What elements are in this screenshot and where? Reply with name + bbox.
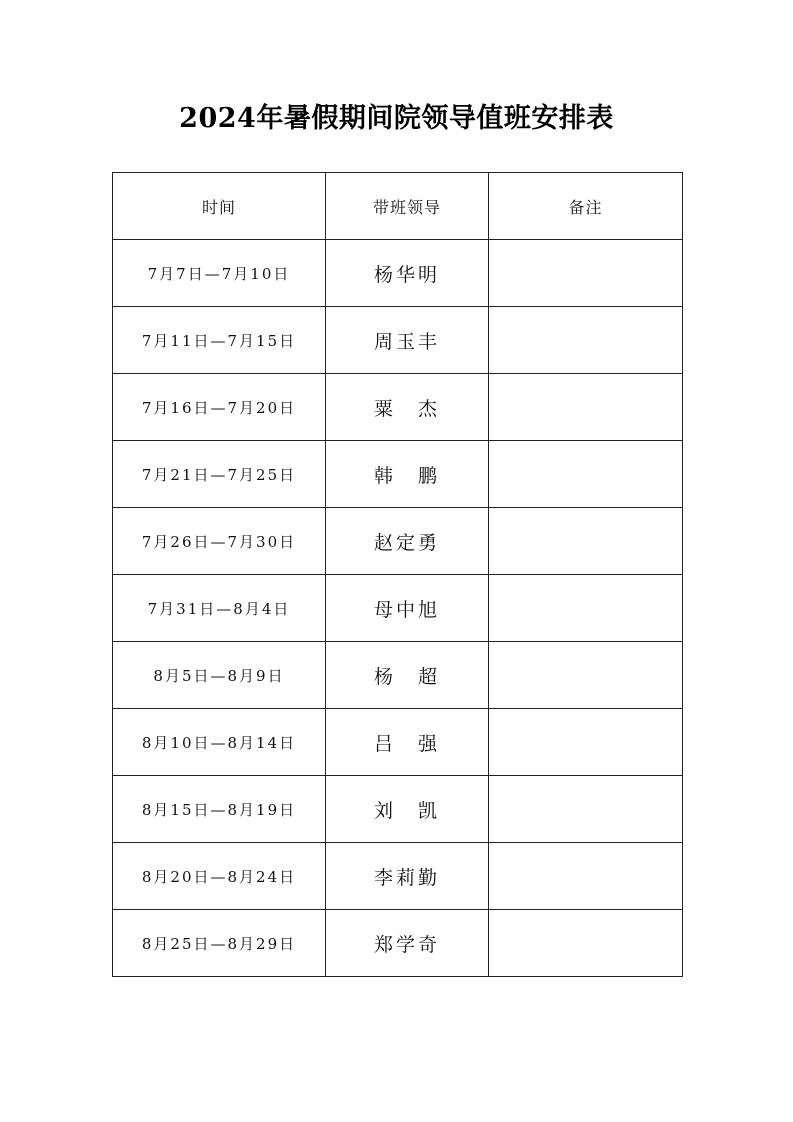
leader-cell: 粟 杰 bbox=[326, 374, 489, 441]
leader-cell: 李莉勤 bbox=[326, 843, 489, 910]
note-cell bbox=[489, 441, 683, 508]
table-row bbox=[113, 910, 683, 977]
time-cell: 7月16日—7月20日 bbox=[113, 374, 326, 441]
table-header-row bbox=[113, 173, 683, 240]
time-cell: 8月25日—8月29日 bbox=[113, 910, 326, 977]
note-cell bbox=[489, 240, 683, 307]
leader-cell: 韩 鹏 bbox=[326, 441, 489, 508]
leader-cell: 郑学奇 bbox=[326, 910, 489, 977]
time-cell: 8月10日—8月14日 bbox=[113, 709, 326, 776]
leader-cell: 周玉丰 bbox=[326, 307, 489, 374]
note-cell bbox=[489, 776, 683, 843]
leader-cell: 母中旭 bbox=[326, 575, 489, 642]
header-note: 备注 bbox=[489, 173, 683, 240]
table-row bbox=[113, 374, 683, 441]
time-cell: 7月21日—7月25日 bbox=[113, 441, 326, 508]
note-cell bbox=[489, 843, 683, 910]
leader-cell: 赵定勇 bbox=[326, 508, 489, 575]
leader-cell: 吕 强 bbox=[326, 709, 489, 776]
table-row bbox=[113, 575, 683, 642]
leader-cell: 杨 超 bbox=[326, 642, 489, 709]
table-row bbox=[113, 776, 683, 843]
time-cell: 7月7日—7月10日 bbox=[113, 240, 326, 307]
note-cell bbox=[489, 575, 683, 642]
table-row bbox=[113, 307, 683, 374]
table-row bbox=[113, 843, 683, 910]
table-row bbox=[113, 240, 683, 307]
leader-cell: 杨华明 bbox=[326, 240, 489, 307]
time-cell: 7月11日—7月15日 bbox=[113, 307, 326, 374]
header-time: 时间 bbox=[113, 173, 326, 240]
time-cell: 8月20日—8月24日 bbox=[113, 843, 326, 910]
note-cell bbox=[489, 910, 683, 977]
time-cell: 8月15日—8月19日 bbox=[113, 776, 326, 843]
note-cell bbox=[489, 374, 683, 441]
duty-schedule-table bbox=[112, 172, 683, 977]
leader-cell: 刘 凯 bbox=[326, 776, 489, 843]
note-cell bbox=[489, 307, 683, 374]
table-row bbox=[113, 642, 683, 709]
time-cell: 7月26日—7月30日 bbox=[113, 508, 326, 575]
note-cell bbox=[489, 508, 683, 575]
note-cell bbox=[489, 642, 683, 709]
time-cell: 7月31日—8月4日 bbox=[113, 575, 326, 642]
table-row bbox=[113, 441, 683, 508]
table-row bbox=[113, 709, 683, 776]
table-row bbox=[113, 508, 683, 575]
page-title: 2024年暑假期间院领导值班安排表 bbox=[179, 103, 614, 134]
header-leader: 带班领导 bbox=[326, 173, 489, 240]
time-cell: 8月5日—8月9日 bbox=[113, 642, 326, 709]
note-cell bbox=[489, 709, 683, 776]
